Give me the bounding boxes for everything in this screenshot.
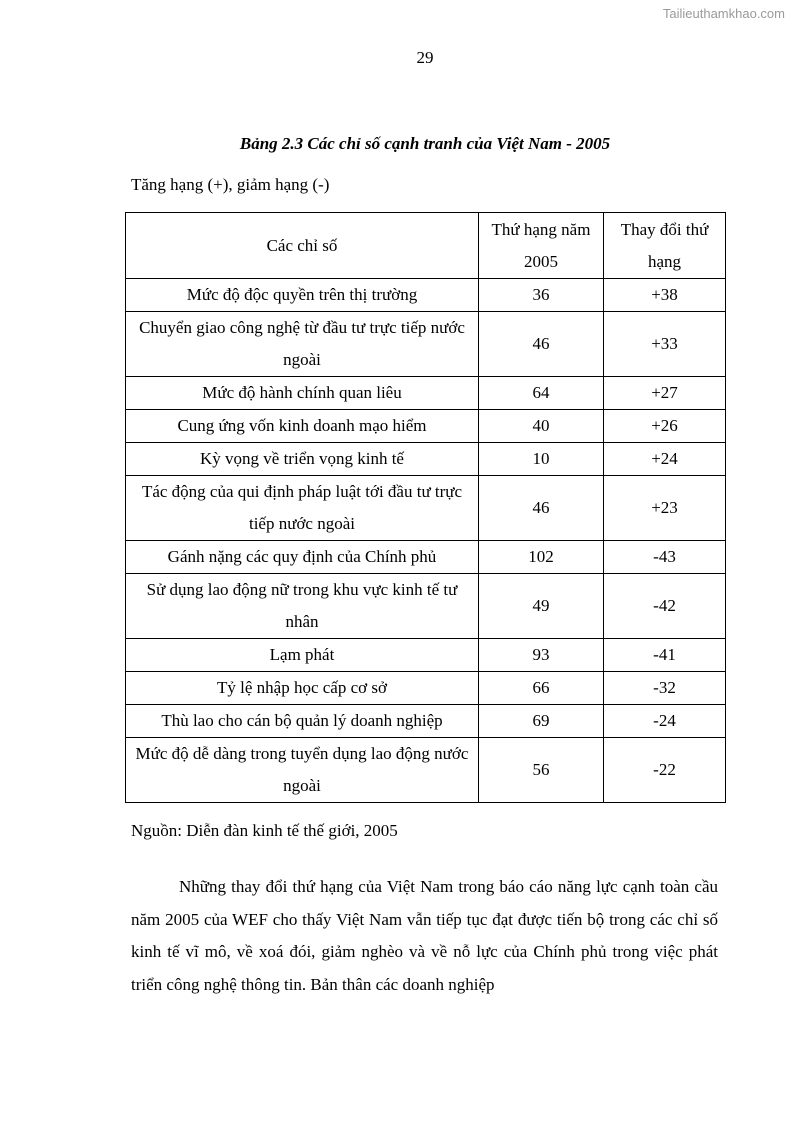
change-cell: -42 <box>604 574 726 639</box>
header-indicator: Các chỉ số <box>126 213 479 279</box>
change-cell: +23 <box>604 476 726 541</box>
table-row <box>126 574 726 639</box>
header-rank: Thứ hạng năm 2005 <box>479 213 604 279</box>
table-row <box>126 705 726 738</box>
table-row <box>126 476 726 541</box>
table-row <box>126 312 726 377</box>
source-note: Nguồn: Diễn đàn kinh tế thế giới, 2005 <box>131 821 398 840</box>
change-cell: +27 <box>604 377 726 410</box>
table-row <box>126 443 726 476</box>
rank-cell: 93 <box>479 639 604 672</box>
page-number: 29 <box>416 48 434 67</box>
change-cell: -32 <box>604 672 726 705</box>
indicator-cell: Gánh nặng các quy định của Chính phủ <box>126 541 479 574</box>
indicator-cell: Cung ứng vốn kinh doanh mạo hiểm <box>126 410 479 443</box>
change-cell: -43 <box>604 541 726 574</box>
change-cell: +33 <box>604 312 726 377</box>
rank-cell: 69 <box>479 705 604 738</box>
indicator-cell: Tác động của qui định pháp luật tới đầu tư trực tiếp nước ngoài <box>126 476 479 541</box>
change-cell: +26 <box>604 410 726 443</box>
change-cell: +24 <box>604 443 726 476</box>
change-cell: -24 <box>604 705 726 738</box>
watermark: Tailieuthamkhao.com <box>662 6 785 21</box>
rank-cell: 46 <box>479 476 604 541</box>
indicator-cell: Chuyển giao công nghệ từ đầu tư trực tiếp nước ngoài <box>126 312 479 377</box>
indicator-cell: Mức độ dễ dàng trong tuyển dụng lao động nước ngoài <box>126 738 479 803</box>
rank-cell: 40 <box>479 410 604 443</box>
table-row <box>126 639 726 672</box>
rank-cell: 46 <box>479 312 604 377</box>
indicator-cell: Mức độ hành chính quan liêu <box>126 377 479 410</box>
rank-cell: 49 <box>479 574 604 639</box>
rank-cell: 64 <box>479 377 604 410</box>
indicator-cell: Mức độ độc quyền trên thị trường <box>126 279 479 312</box>
ranking-note: Tăng hạng (+), giảm hạng (-) <box>131 175 330 194</box>
rank-cell: 56 <box>479 738 604 803</box>
body-paragraph: Những thay đổi thứ hạng của Việt Nam trong báo cáo năng lực cạnh toàn cầu năm 2005 của WEF cho thấy Việt Nam vẫn tiếp tục đạt được tiến bộ trong các chỉ số kinh tế vĩ mô, về xoá đói, giảm nghèo và về nỗ lực của Chính phủ trong việc phát triển công nghệ thông tin. Bản thân các doanh nghiệp <box>131 877 718 994</box>
change-cell: +38 <box>604 279 726 312</box>
change-cell: -41 <box>604 639 726 672</box>
indicator-cell: Kỳ vọng về triển vọng kinh tế <box>126 443 479 476</box>
table-title: Bảng 2.3 Các chỉ số cạnh tranh của Việt Nam - 2005 <box>239 134 611 153</box>
rank-cell: 10 <box>479 443 604 476</box>
header-change: Thay đổi thứ hạng <box>604 213 726 279</box>
rank-cell: 66 <box>479 672 604 705</box>
indicator-cell: Tỷ lệ nhập học cấp cơ sở <box>126 672 479 705</box>
table-row <box>126 377 726 410</box>
indicator-cell: Sử dụng lao động nữ trong khu vực kinh tế tư nhân <box>126 574 479 639</box>
competitiveness-table <box>125 212 726 803</box>
rank-cell: 36 <box>479 279 604 312</box>
table-row <box>126 279 726 312</box>
change-cell: -22 <box>604 738 726 803</box>
indicator-cell: Lạm phát <box>126 639 479 672</box>
table-row <box>126 738 726 803</box>
table-row <box>126 541 726 574</box>
table-row <box>126 410 726 443</box>
table-row <box>126 672 726 705</box>
rank-cell: 102 <box>479 541 604 574</box>
table-header-row <box>126 213 726 279</box>
indicator-cell: Thù lao cho cán bộ quản lý doanh nghiệp <box>126 705 479 738</box>
